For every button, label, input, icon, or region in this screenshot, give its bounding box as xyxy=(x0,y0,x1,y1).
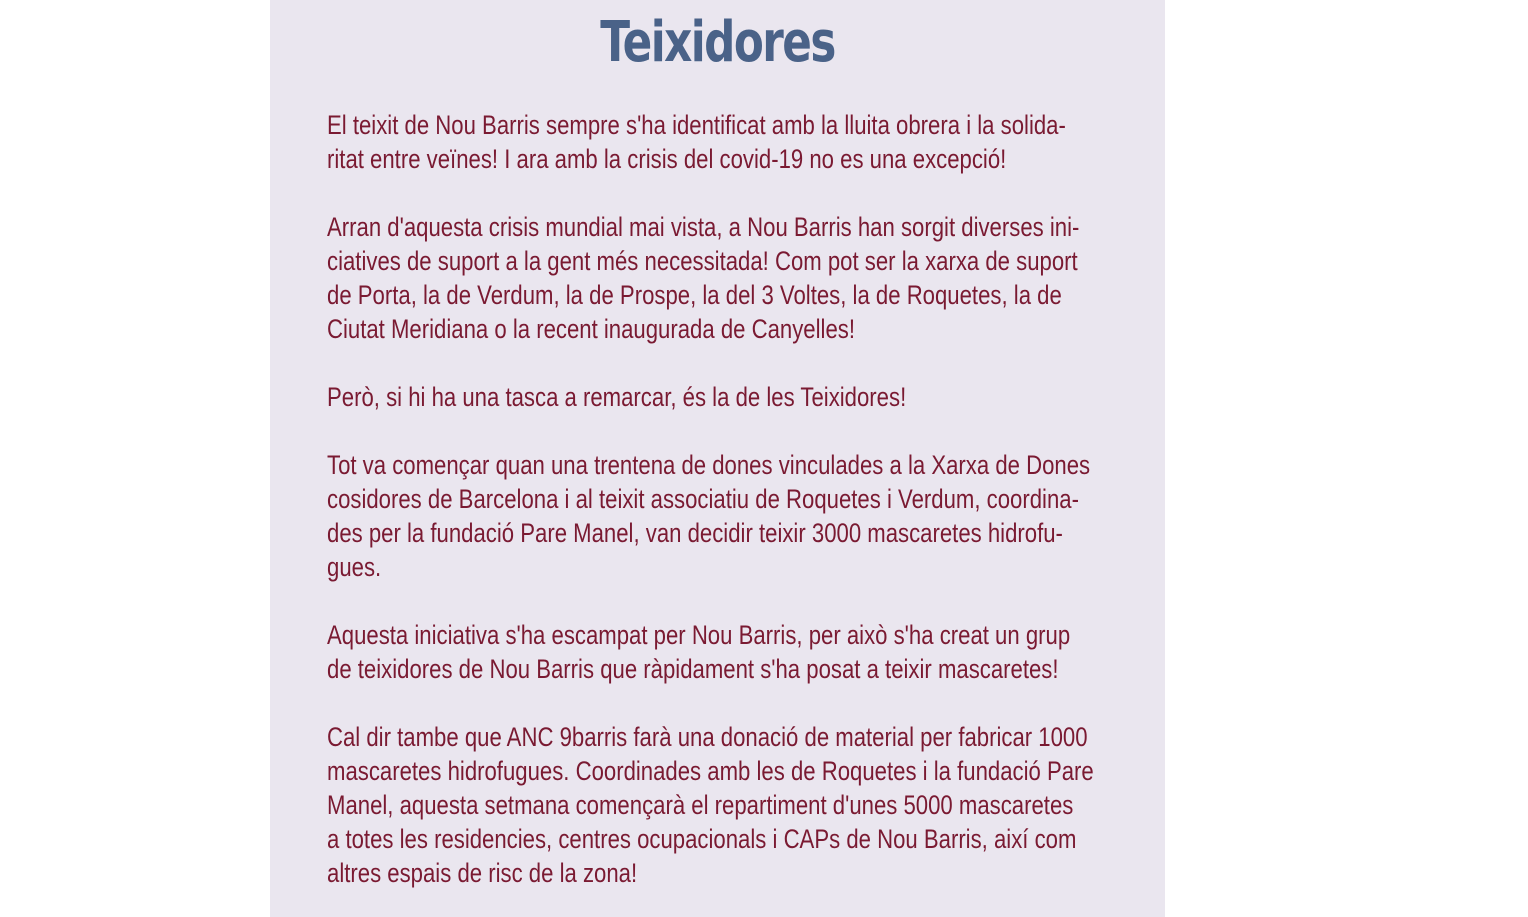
paragraph-highlight xyxy=(327,380,1117,414)
text-line: cosidores de Barcelona i al teixit associatiu de Roquetes i Verdum, coordina- xyxy=(327,484,1079,514)
text-line: ciatives de suport a la gent més necessitada! Com pot ser la xarxa de suport xyxy=(327,246,1078,276)
document-body xyxy=(327,108,1117,890)
text-line: altres espais de risc de la zona! xyxy=(327,858,638,888)
text-line: Arran d'aquesta crisis mundial mai vista, a Nou Barris han sorgit diverses ini- xyxy=(327,212,1080,242)
text-line: Tot va començar quan una trentena de dones vinculades a la Xarxa de Dones xyxy=(327,450,1091,480)
paragraph-donation xyxy=(327,720,1117,890)
text-line: ritat entre veïnes! I ara amb la crisis del covid-19 no es una excepció! xyxy=(327,144,1007,174)
text-line: mascaretes hidrofugues. Coordinades amb les de Roquetes i la fundació Pare xyxy=(327,756,1094,786)
text-line: des per la fundació Pare Manel, van decidir teixir 3000 mascaretes hidrofu- xyxy=(327,518,1063,548)
text-line: Ciutat Meridiana o la recent inaugurada de Canyelles! xyxy=(327,314,855,344)
text-line: Cal dir tambe que ANC 9barris farà una donació de material per fabricar 1000 xyxy=(327,722,1088,752)
text-line: Però, si hi ha una tasca a remarcar, és la de les Teixidores! xyxy=(327,382,907,412)
text-line: de teixidores de Nou Barris que ràpidament s'ha posat a teixir mascaretes! xyxy=(327,654,1059,684)
text-line: El teixit de Nou Barris sempre s'ha identificat amb la lluita obrera i la solida- xyxy=(327,110,1066,140)
text-line: Manel, aquesta setmana començarà el repartiment d'unes 5000 mascaretes xyxy=(327,790,1074,820)
text-line: gues. xyxy=(327,552,382,582)
document-page xyxy=(270,0,1165,917)
paragraph-origin xyxy=(327,448,1117,584)
paragraph-spread xyxy=(327,618,1117,686)
text-line: a totes les residencies, centres ocupacionals i CAPs de Nou Barris, així com xyxy=(327,824,1077,854)
paragraph-initiatives xyxy=(327,210,1117,346)
document-title: Teixidores xyxy=(600,10,835,75)
text-line: Aquesta iniciativa s'ha escampat per Nou Barris, per això s'ha creat un grup xyxy=(327,620,1071,650)
paragraph-intro xyxy=(327,108,1117,176)
text-line: de Porta, la de Verdum, la de Prospe, la del 3 Voltes, la de Roquetes, la de xyxy=(327,280,1062,310)
